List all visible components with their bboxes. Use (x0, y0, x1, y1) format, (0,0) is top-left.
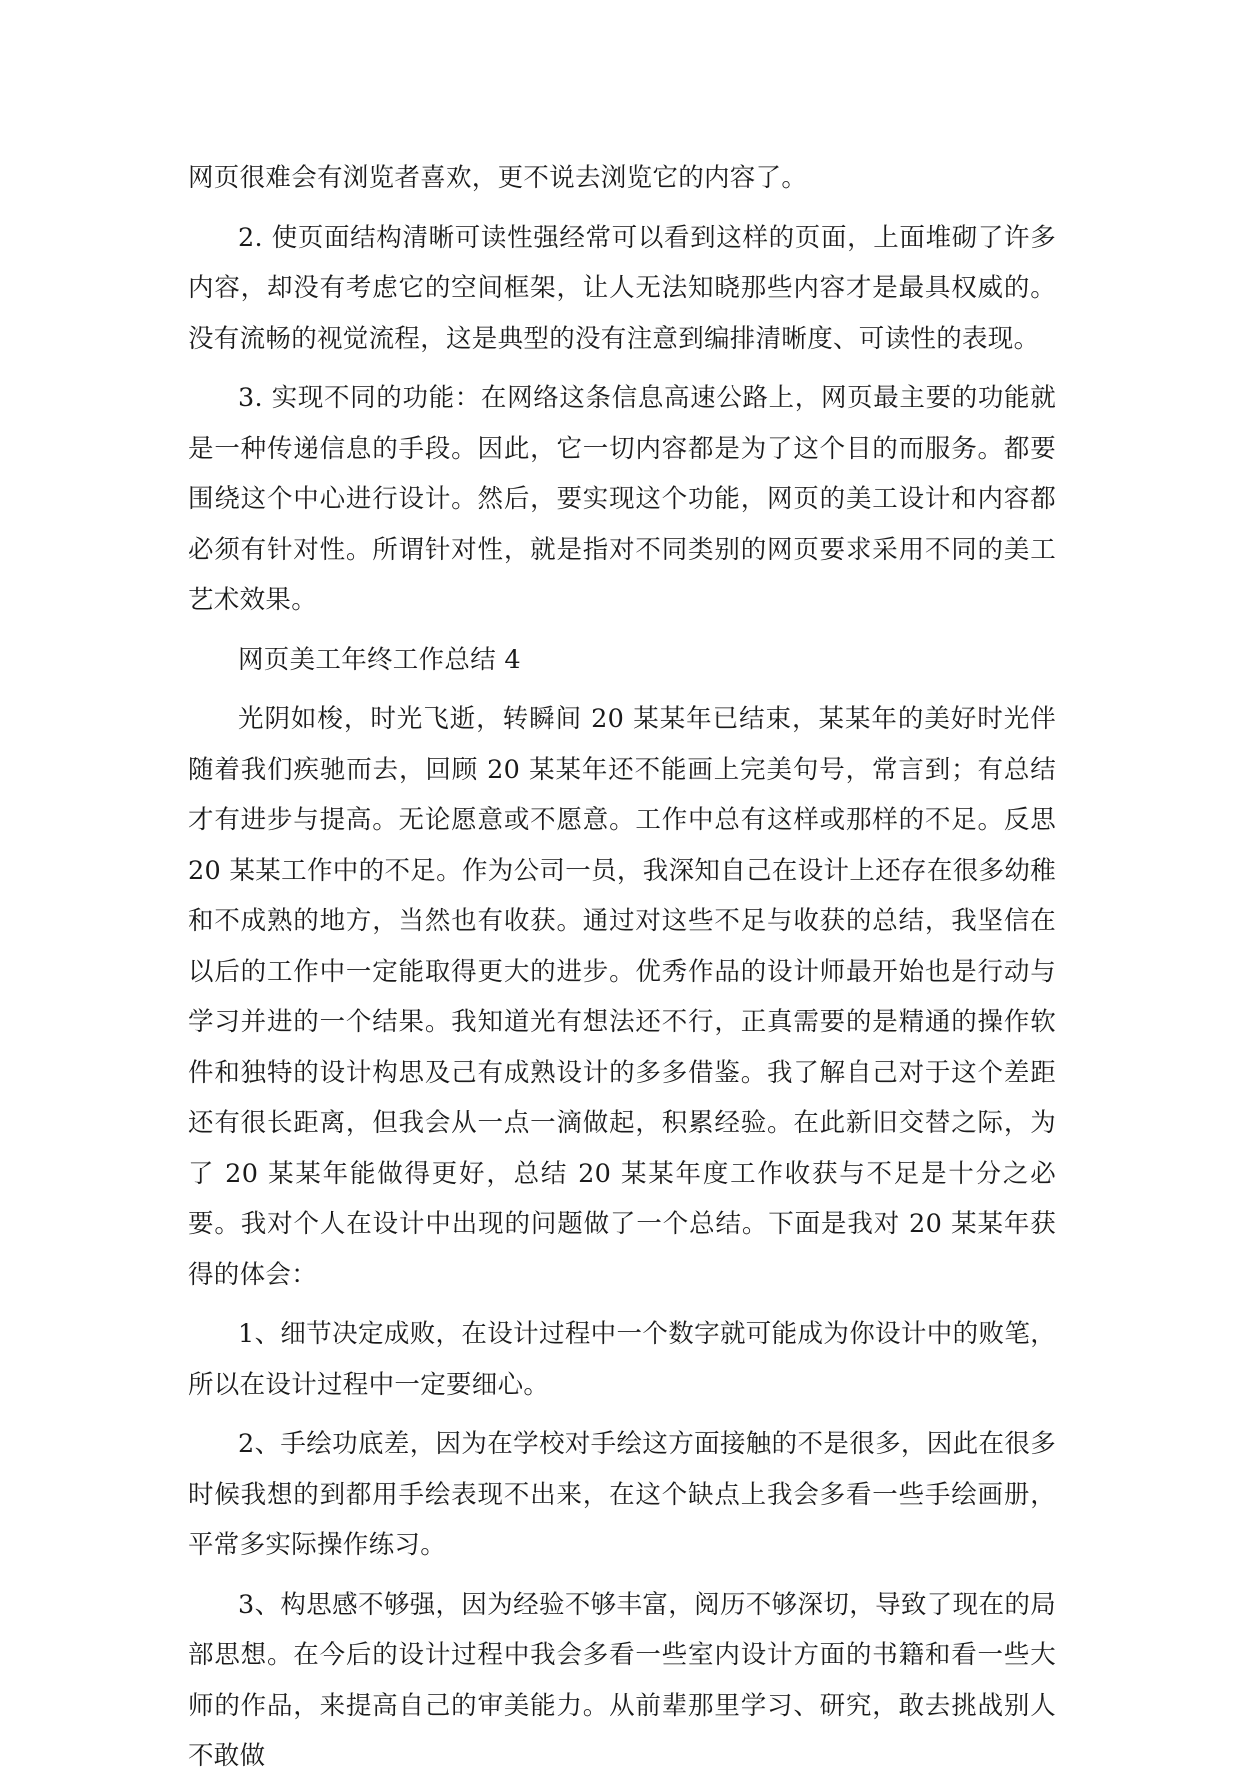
paragraph-item-3: 3、构思感不够强，因为经验不够丰富，阅历不够深切，导致了现在的局部思想。在今后的设计过程中我会多看一些室内设计方面的书籍和看一些大师的作品，来提高自己的审美能力。从前辈那里学习、研究，敢去挑战别人不敢做 (188, 1589, 1056, 1771)
paragraph-point-2: 2. 使页面结构清晰可读性强经常可以看到这样的页面，上面堆砌了许多内容，却没有考虑它的空间框架，让人无法知晓那些内容才是最具权威的。没有流畅的视觉流程，这是典型的没有注意到编排清晰度、可读性的表现。 (188, 222, 1056, 354)
paragraph-continuation: 网页很难会有浏览者喜欢，更不说去浏览它的内容了。 (188, 163, 808, 193)
paragraph-summary-intro: 光阴如梭，时光飞逝，转瞬间 20 某某年已结束，某某年的美好时光伴随着我们疾驰而去，回顾 20 某某年还不能画上完美句号，常言到；有总结才有进步与提高。无论愿意或不愿意。工作中总有这样或那样的不足。反思 20 某某工作中的不足。作为公司一员，我深知自己在设计上还存在很多幼稚和不成熟的地方，当然也有收获。通过对这些不足与收获的总结，我坚信在以后的工作中一定能取得更大的进步。优秀作品的设计师最开始也是行动与学习并进的一个结果。我知道光有想法还不行，正真需要的是精通的操作软件和独特的设计构思及己有成熟设计的多多借鉴。我了解自己对于这个差距还有很长距离，但我会从一点一滴做起，积累经验。在此新旧交替之际，为了 20 某某年能做得更好，总结 20 某某年度工作收获与不足是十分之必要。我对个人在设计中出现的问题做了一个总结。下面是我对 20 某某年获得的体会： (188, 704, 1056, 1290)
paragraph-item-1: 1、细节决定成败，在设计过程中一个数字就可能成为你设计中的败笔，所以在设计过程中一定要细心。 (188, 1319, 1056, 1400)
paragraph-item-2: 2、手绘功底差，因为在学校对手绘这方面接触的不是很多，因此在很多时候我想的到都用手绘表现不出来，在这个缺点上我会多看一些手绘画册，平常多实际操作练习。 (188, 1429, 1056, 1560)
paragraph-point-3: 3. 实现不同的功能：在网络这条信息高速公路上，网页最主要的功能就是一种传递信息的手段。因此，它一切内容都是为了这个目的而服务。都要围绕这个中心进行设计。然后，要实现这个功能，网页的美工设计和内容都必须有针对性。所谓针对性，就是指对不同类别的网页要求采用不同的美工艺术效果。 (188, 383, 1056, 615)
section-heading: 网页美工年终工作总结 4 (238, 644, 521, 675)
document-body (188, 153, 1056, 1791)
